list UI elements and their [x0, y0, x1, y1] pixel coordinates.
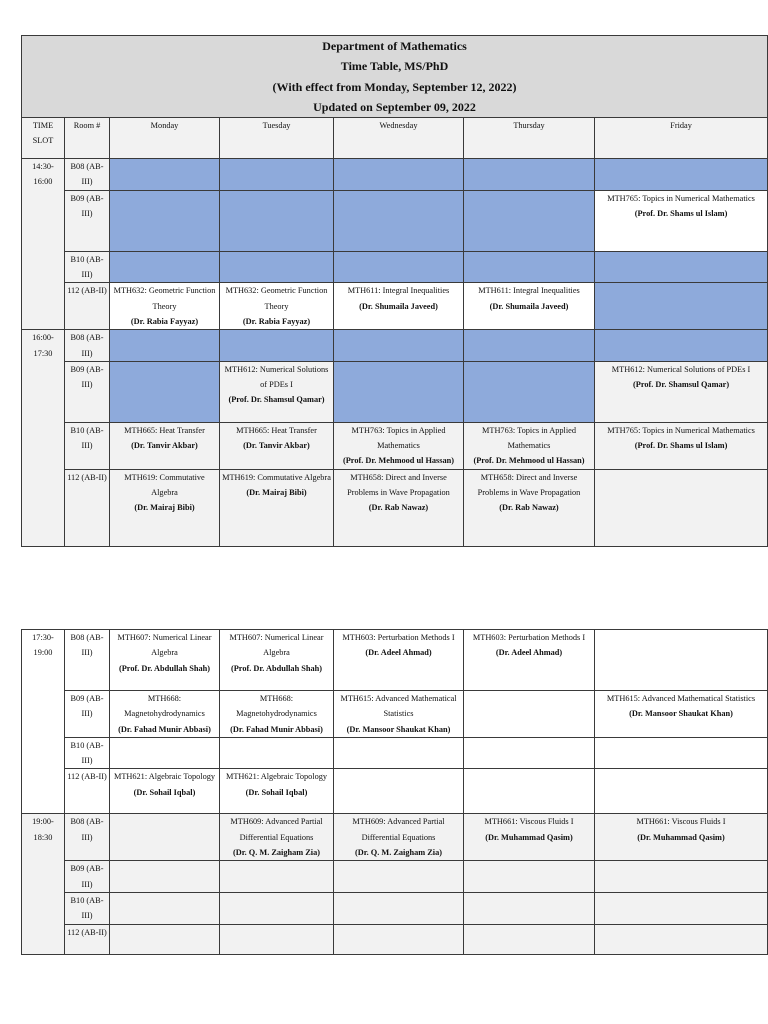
class-cell [595, 691, 768, 738]
table-row [22, 630, 768, 691]
department-title: Department of Mathematics [322, 39, 467, 53]
instructor-name: (Dr. Rabia Fayyaz) [242, 316, 311, 326]
empty-cell [110, 814, 220, 861]
empty-cell [464, 737, 595, 769]
table-row [22, 469, 768, 546]
class-cell [334, 691, 464, 738]
class-cell [464, 630, 595, 691]
class-cell [464, 469, 595, 546]
room-cell: B10 (AB-III) [65, 737, 110, 769]
room-cell: B09 (AB-III) [65, 691, 110, 738]
empty-cell [110, 892, 220, 924]
class-cell [110, 422, 220, 469]
instructor-name: (Dr. Adeel Ahmad) [495, 648, 563, 658]
empty-cell [464, 924, 595, 954]
table-row [22, 924, 768, 954]
class-cell [220, 814, 334, 861]
empty-cell [595, 630, 768, 691]
course-name: MTH632: Geometric Function Theory [113, 286, 216, 311]
empty-slot-cell [110, 251, 220, 283]
empty-slot-cell [220, 251, 334, 283]
room-cell: 112 (AB-II) [65, 924, 110, 954]
room-cell: 112 (AB-II) [65, 469, 110, 546]
instructor-name: (Dr. Mairaj Bibi) [246, 488, 307, 498]
timetable-bottom [21, 629, 768, 955]
empty-cell [334, 769, 464, 814]
empty-cell [110, 737, 220, 769]
empty-cell [595, 861, 768, 893]
class-cell [110, 769, 220, 814]
column-header-tuesday: Tuesday [220, 118, 334, 159]
table-row [22, 737, 768, 769]
instructor-name: (Prof. Dr. Shams ul Islam) [634, 441, 728, 451]
column-header-thursday: Thursday [464, 118, 595, 159]
column-header-monday: Monday [110, 118, 220, 159]
class-cell [110, 469, 220, 546]
instructor-name: (Prof. Dr. Abdullah Shah) [118, 663, 211, 673]
course-name: MTH609: Advanced Partial Differential Equations [352, 817, 445, 842]
instructor-name: (Prof. Dr. Mehmood ul Hassan) [342, 456, 455, 466]
class-cell [220, 283, 334, 330]
room-cell: 112 (AB-II) [65, 283, 110, 330]
table-row [22, 892, 768, 924]
table-row [22, 330, 768, 362]
instructor-name: (Dr. Rabia Fayyaz) [130, 316, 199, 326]
empty-cell [110, 924, 220, 954]
empty-cell [110, 861, 220, 893]
time-slot-cell: 17:30-19:00 [22, 630, 65, 814]
course-name: MTH658: Direct and Inverse Problems in Wave Propagation [477, 472, 581, 498]
instructor-name: (Dr. Tanvir Akbar) [131, 441, 198, 451]
room-cell: B10 (AB-III) [65, 422, 110, 469]
empty-slot-cell [220, 159, 334, 191]
instructor-name: (Prof. Dr. Shamsul Qamar) [228, 395, 325, 405]
column-header-friday: Friday [595, 118, 768, 159]
time-slot-cell: 16:00-17:30 [22, 330, 65, 546]
class-cell [220, 691, 334, 738]
instructor-name: (Dr. Tanvir Akbar) [243, 441, 310, 451]
empty-slot-cell [110, 361, 220, 422]
table-row [22, 814, 768, 861]
table-row [22, 769, 768, 814]
course-name: MTH615: Advanced Mathematical Statistics [340, 694, 457, 719]
instructor-name: (Dr. Sohail Iqbal) [245, 787, 308, 797]
empty-cell [595, 737, 768, 769]
class-cell [220, 422, 334, 469]
course-name: MTH619: Commutative Algebra [124, 472, 205, 498]
instructor-name: (Dr. Adeel Ahmad) [365, 648, 432, 658]
course-name: MTH632: Geometric Function Theory [225, 286, 328, 311]
table-row [22, 251, 768, 283]
course-name: MTH765: Topics in Numerical Mathematics [607, 425, 755, 435]
timetable-title: Time Table, MS/PhD [340, 59, 449, 74]
course-name: MTH611: Integral Inequalities [347, 286, 450, 296]
room-cell: B10 (AB-III) [65, 892, 110, 924]
table-row [22, 159, 768, 191]
course-name: MTH668: Magnetohydrodynamics [124, 694, 205, 719]
empty-cell [334, 892, 464, 924]
empty-slot-cell [464, 251, 595, 283]
class-cell [110, 283, 220, 330]
room-cell: B10 (AB-III) [65, 251, 110, 283]
course-name: MTH612: Numerical Solutions of PDEs I [611, 364, 751, 374]
room-cell: B09 (AB-III) [65, 361, 110, 422]
timetable-header [22, 36, 768, 118]
instructor-name: (Dr. Q. M. Zaigham Zia) [354, 848, 443, 858]
class-cell [595, 190, 768, 251]
empty-slot-cell [595, 159, 768, 191]
time-slot-cell: 19:00-18:30 [22, 814, 65, 954]
class-cell [220, 630, 334, 691]
course-name: MTH603: Perturbation Methods I [472, 633, 586, 642]
course-name: MTH619: Commutative Algebra [222, 472, 331, 482]
class-cell [595, 422, 768, 469]
class-cell [464, 814, 595, 861]
class-cell [464, 283, 595, 330]
empty-slot-cell [110, 330, 220, 362]
table-row [22, 190, 768, 251]
instructor-name: (Dr. Sohail Iqbal) [133, 787, 196, 797]
class-cell [595, 814, 768, 861]
empty-cell [464, 892, 595, 924]
course-name: MTH658: Direct and Inverse Problems in Wave Propagation [347, 472, 450, 498]
class-cell [220, 469, 334, 546]
table-row [22, 861, 768, 893]
instructor-name: (Dr. Rab Nawaz) [368, 503, 429, 513]
room-cell: B08 (AB-III) [65, 814, 110, 861]
empty-slot-cell [220, 330, 334, 362]
empty-cell [334, 924, 464, 954]
empty-slot-cell [334, 251, 464, 283]
empty-slot-cell [110, 190, 220, 251]
class-cell [334, 422, 464, 469]
class-cell [334, 283, 464, 330]
instructor-name: (Dr. Fahad Munir Abbasi) [118, 724, 211, 734]
updated-date: Updated on September 09, 2022 [313, 99, 476, 114]
instructor-name: (Dr. Fahad Munir Abbasi) [230, 724, 323, 734]
empty-slot-cell [110, 159, 220, 191]
empty-slot-cell [595, 283, 768, 330]
empty-slot-cell [595, 330, 768, 362]
course-name: MTH607: Numerical Linear Algebra [117, 633, 212, 658]
empty-cell [334, 737, 464, 769]
empty-cell [595, 469, 768, 546]
course-name: MTH661: Viscous Fluids I [484, 817, 574, 827]
course-name: MTH621: Algebraic Topology [113, 772, 216, 782]
table-row [22, 361, 768, 422]
class-cell [334, 469, 464, 546]
class-cell [334, 814, 464, 861]
course-name: MTH668: Magnetohydrodynamics [236, 694, 317, 719]
empty-cell [464, 691, 595, 738]
room-cell: B08 (AB-III) [65, 159, 110, 191]
course-name: MTH665: Heat Transfer [236, 425, 317, 435]
instructor-name: (Dr. Shumaila Javeed) [359, 301, 438, 311]
table-row [22, 283, 768, 330]
instructor-name: (Dr. Mairaj Bibi) [134, 503, 195, 513]
course-name: MTH661: Viscous Fluids I [636, 817, 726, 827]
room-cell: B08 (AB-III) [65, 630, 110, 691]
empty-slot-cell [464, 190, 595, 251]
empty-slot-cell [334, 361, 464, 422]
room-cell: B09 (AB-III) [65, 190, 110, 251]
course-name: MTH665: Heat Transfer [124, 425, 205, 435]
course-name: MTH603: Perturbation Methods I [342, 633, 455, 642]
effective-date: (With effect from Monday, September 12, 2022) [272, 79, 517, 94]
instructor-name: (Dr. Shumaila Javeed) [489, 301, 569, 311]
empty-slot-cell [464, 330, 595, 362]
course-name: MTH615: Advanced Mathematical Statistics [606, 694, 756, 703]
empty-slot-cell [334, 190, 464, 251]
instructor-name: (Prof. Dr. Abdullah Shah) [230, 663, 323, 673]
empty-slot-cell [595, 251, 768, 283]
course-name: MTH763: Topics in Applied Mathematics [482, 425, 576, 451]
course-name: MTH609: Advanced Partial Differential Equations [230, 817, 323, 842]
empty-slot-cell [464, 361, 595, 422]
room-cell: 112 (AB-II) [65, 769, 110, 814]
empty-slot-cell [220, 190, 334, 251]
class-cell [220, 361, 334, 422]
time-slot-cell: 14:30-16:00 [22, 159, 65, 330]
class-cell [220, 769, 334, 814]
empty-slot-cell [464, 159, 595, 191]
empty-cell [220, 924, 334, 954]
empty-cell [464, 861, 595, 893]
class-cell [110, 630, 220, 691]
instructor-name: (Dr. Mansoor Shaukat Khan) [346, 724, 451, 734]
empty-cell [595, 924, 768, 954]
instructor-name: (Prof. Dr. Shamsul Qamar) [632, 380, 730, 390]
empty-cell [595, 769, 768, 814]
class-cell [595, 361, 768, 422]
instructor-name: (Prof. Dr. Mehmood ul Hassan) [473, 456, 585, 466]
column-header-room: Room # [65, 118, 110, 159]
course-name: MTH621: Algebraic Topology [225, 772, 328, 782]
empty-slot-cell [334, 159, 464, 191]
empty-cell [220, 737, 334, 769]
course-name: MTH765: Topics in Numerical Mathematics [607, 193, 755, 203]
instructor-name: (Prof. Dr. Shams ul Islam) [634, 209, 728, 219]
empty-cell [595, 892, 768, 924]
course-name: MTH763: Topics in Applied Mathematics [351, 425, 446, 451]
instructor-name: (Dr. Rab Nawaz) [499, 503, 559, 513]
empty-cell [220, 892, 334, 924]
empty-cell [220, 861, 334, 893]
room-cell: B09 (AB-III) [65, 861, 110, 893]
instructor-name: (Dr. Mansoor Shaukat Khan) [629, 709, 733, 719]
course-name: MTH612: Numerical Solutions of PDEs I [224, 364, 329, 390]
course-name: MTH607: Numerical Linear Algebra [229, 633, 324, 658]
class-cell [110, 691, 220, 738]
empty-cell [464, 769, 595, 814]
instructor-name: (Dr. Muhammad Qasim) [485, 832, 573, 842]
class-cell [464, 422, 595, 469]
column-header-time-slot: TIME SLOT [22, 118, 65, 159]
timetable-top [21, 35, 768, 547]
table-row [22, 422, 768, 469]
class-cell [334, 630, 464, 691]
instructor-name: (Dr. Muhammad Qasim) [637, 832, 725, 842]
course-name: MTH611: Integral Inequalities [478, 286, 580, 296]
column-header-wednesday: Wednesday [334, 118, 464, 159]
empty-cell [334, 861, 464, 893]
instructor-name: (Dr. Q. M. Zaigham Zia) [232, 848, 321, 858]
room-cell: B08 (AB-III) [65, 330, 110, 362]
table-row [22, 691, 768, 738]
empty-slot-cell [334, 330, 464, 362]
